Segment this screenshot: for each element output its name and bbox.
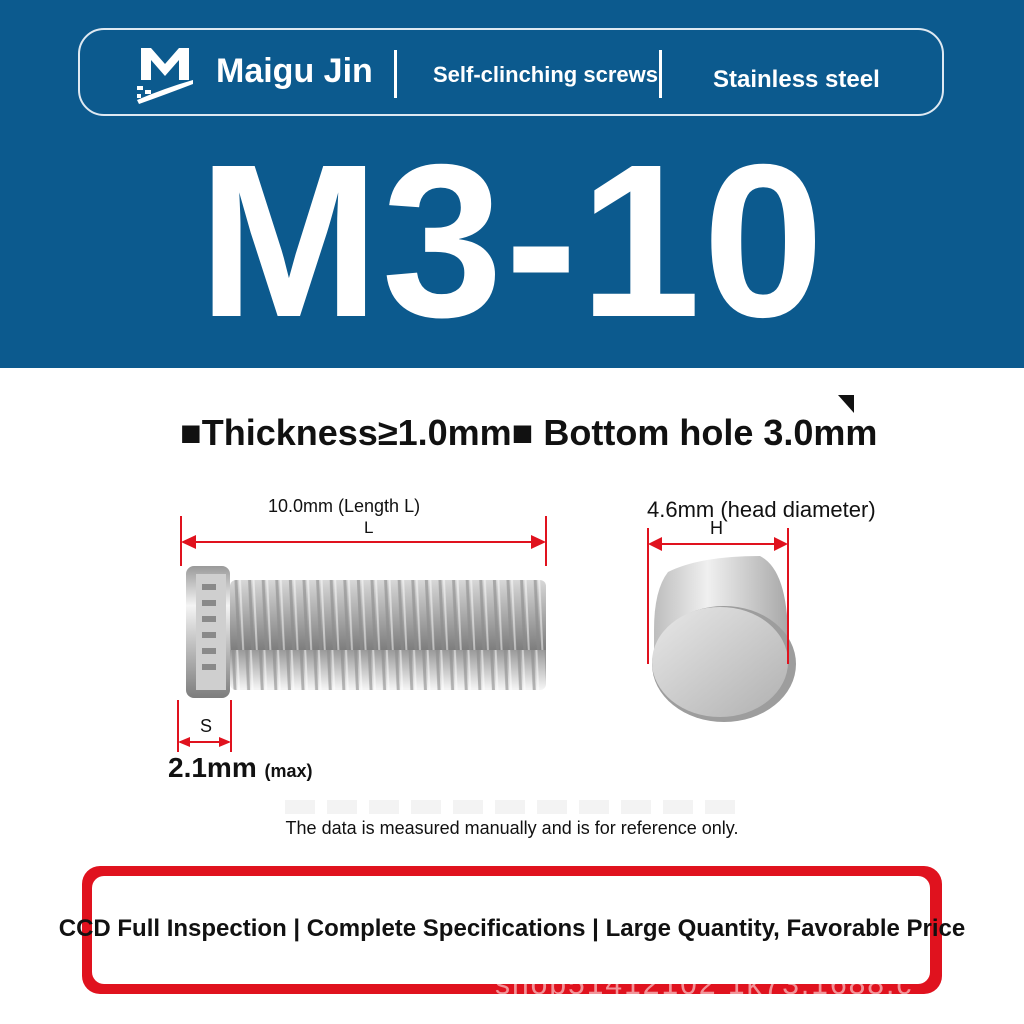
material-label: Stainless steel: [713, 66, 880, 93]
watermark: shop51412102 1k73.1688.c: [495, 968, 914, 1001]
head-diameter-label: 4.6mm (head diameter): [647, 497, 876, 522]
screw-thread: [230, 580, 546, 690]
s-dimension: [168, 752, 313, 784]
s-letter: S: [200, 716, 213, 736]
brand-name: Maigu Jin: [216, 52, 373, 90]
length-letter: L: [364, 518, 374, 537]
spec-line: ■Thickness≥1.0mm■ Bottom hole 3.0mm: [180, 412, 878, 453]
faded-text: [285, 800, 735, 814]
s-value: 2.1mm: [168, 752, 257, 783]
head-letter: H: [710, 518, 723, 538]
disclaimer: The data is measured manually and is for reference only.: [285, 818, 739, 838]
product-type: Self-clinching screws: [433, 62, 658, 87]
model-number: M3-10: [198, 120, 826, 363]
feature-text: CCD Full Inspection | Complete Specifications | Large Quantity, Favorable Price: [58, 915, 966, 942]
length-label: 10.0mm (Length L): [268, 496, 421, 516]
s-note: (max): [264, 761, 313, 781]
